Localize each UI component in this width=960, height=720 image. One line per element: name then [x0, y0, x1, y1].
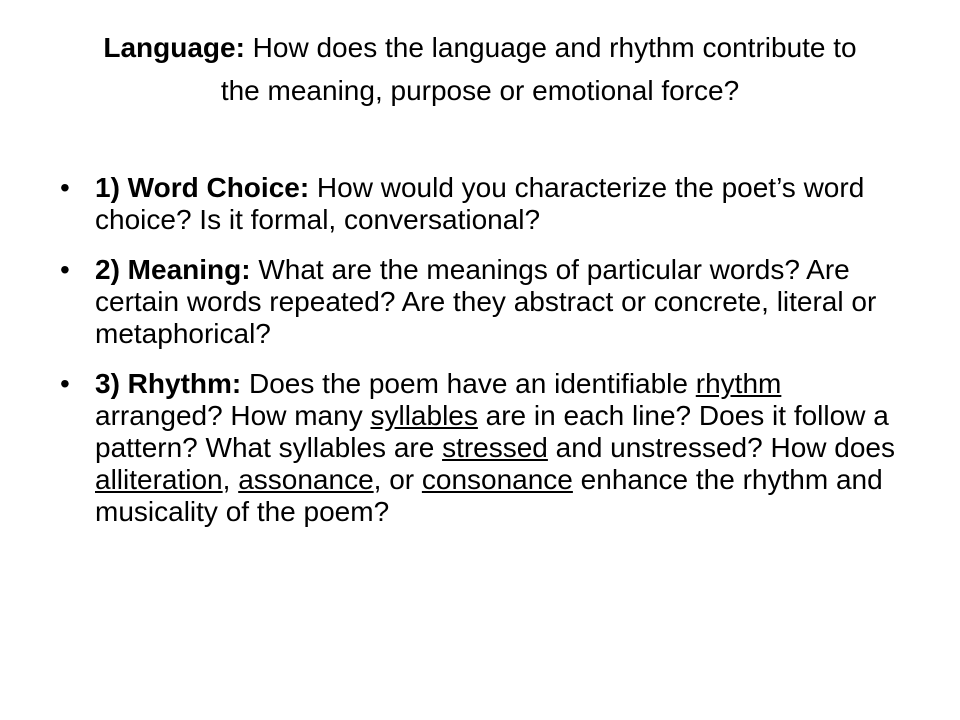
bullet-text: , or: [373, 464, 422, 495]
bullet-word-choice: [60, 172, 900, 236]
bullet-lead: 1) Word Choice:: [95, 172, 310, 203]
term-assonance: assonance: [238, 464, 374, 495]
bullet-meaning: [60, 254, 900, 350]
bullet-text: What are the meanings of particular words? Are certain words repeated? Are they abstract or concrete, literal or metaphorical?: [95, 254, 877, 349]
bullet-text: arranged? How many: [95, 400, 371, 431]
term-syllables: syllables: [370, 400, 478, 431]
bullet-text: ,: [222, 464, 239, 495]
term-consonance: consonance: [421, 464, 573, 495]
slide-title: [96, 26, 864, 112]
term-rhythm: rhythm: [695, 368, 782, 399]
bullet-lead: 3) Rhythm:: [95, 368, 242, 399]
bullet-lead: 2) Meaning:: [95, 254, 251, 285]
bullet-list: [60, 172, 900, 546]
bullet-text: are in each line? Does it follow a pattern? What syllables are: [95, 400, 889, 463]
bullet-text: How would you characterize the poet’s word choice? Is it formal, conversational?: [95, 172, 865, 235]
bullet-text: enhance the rhythm and musicality of the poem?: [95, 464, 883, 527]
title-text: How does the language and rhythm contribute to the meaning, purpose or emotional force?: [220, 32, 857, 106]
title-lead: Language:: [103, 32, 245, 63]
term-alliteration: alliteration: [95, 464, 223, 495]
bullet-text: and unstressed? How does: [547, 432, 895, 463]
bullet-rhythm: [60, 368, 900, 528]
bullet-text: Does the poem have an identifiable: [241, 368, 696, 399]
term-stressed: stressed: [442, 432, 548, 463]
